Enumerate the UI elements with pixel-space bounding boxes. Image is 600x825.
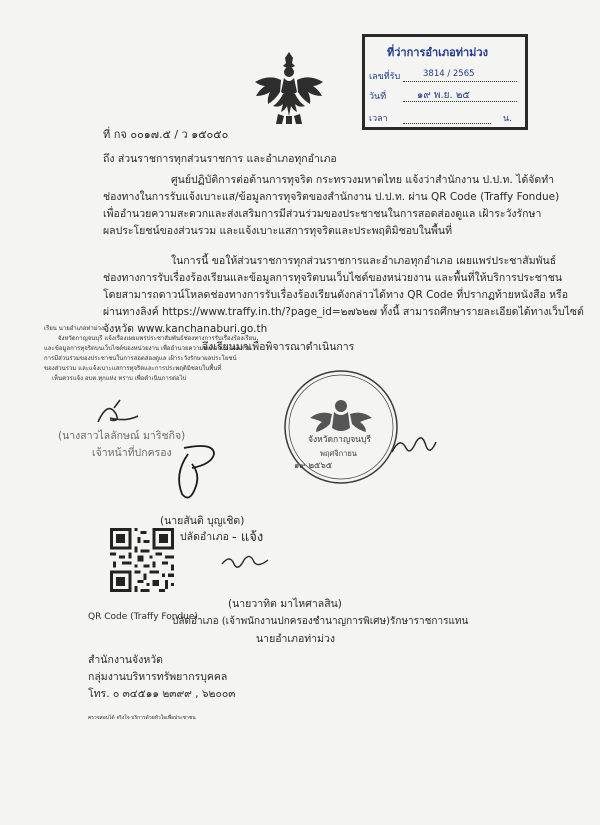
garuda-emblem-icon [250, 48, 328, 128]
footer-phone: โทร. ๐ ๓๔๕๑๑ ๒๓๙๙ , ๖๒๐๐๓ [88, 688, 236, 700]
receipt-time-dots [403, 123, 491, 124]
footer-office: สำนักงานจังหวัด [88, 654, 163, 666]
district-officer-signature-icon [170, 440, 220, 508]
memo-line6: เห็นควรแจ้ง อบต.ทุกแห่ง ทราบ เพื่อดำเนินการต่อไป [52, 375, 187, 382]
officer-signature-icon [92, 398, 142, 428]
officer-name: (นางสาวไลลักษณ์ มาริชกิจ) [58, 430, 186, 442]
first-signatory-name: (นายสันติ บุญเชิด) [160, 515, 245, 527]
footer-division: กลุ่มงานบริหารทรัพยากรบุคคล [88, 671, 228, 683]
receipt-number-label: เลขที่รับ [369, 72, 401, 82]
receipt-time-unit: น. [503, 114, 513, 124]
memo-line3: และข้อมูลการทุจริตบนเว็บไซต์ของหน่วยงาน เพื่ออำนวยความสะดวกและส่งเสริม [44, 345, 252, 352]
second-signatory-title2: นายอำเภอท่าม่วง [256, 633, 336, 645]
footer-motto: ตรวจสอบได้ จริงใจ บริการด้วยหัวใจเพื่อประชาชน [88, 715, 196, 721]
memo-line1: เรียน นายอำเภอท่าม่วง [44, 325, 104, 332]
seal-text-top: จังหวัดกาญจนบุรี [308, 435, 371, 445]
receipt-number-value: 3814 / 2565 [423, 69, 475, 79]
handwritten-note: - แจ้ง [232, 530, 264, 545]
receipt-date-label: วันที่ [369, 92, 387, 102]
receipt-stamp [362, 34, 528, 130]
para2-line4: ผ่านทางลิงค์ https://www.traffy.in.th/?page_id=๒๗๖๒๗ ทั้งนี้ สามารถศึกษารายละเอียดได้ทางเว็บไซต์ [103, 306, 584, 318]
governor-signature-icon [388, 430, 438, 460]
memo-line5: ของส่วนรวม และแจ้งเบาะแสการทุจริตและการประพฤติมิชอบในพื้นที่ [44, 365, 222, 372]
para1-line1: ศูนย์ปฏิบัติการต่อต้านการทุจริต กระทรวงมหาดไทย แจ้งว่าสำนักงาน ป.ป.ท. ได้จัดทำ [171, 174, 555, 186]
reference-number: ที่ กจ ๐๐๑๗.๕ / ว ๑๕๐๕๐ [103, 128, 229, 141]
officer-title: เจ้าหน้าที่ปกครอง [92, 447, 172, 459]
para2-line1: ในการนี้ ขอให้ส่วนราชการทุกส่วนราชการและอำเภอทุกอำเภอ เผยแพร่ประชาสัมพันธ์ [171, 255, 557, 267]
second-signatory-signature-icon [218, 550, 272, 572]
para1-line3: เพื่ออำนวยความสะดวกและส่งเสริมการมีส่วนร่วมของประชาชนในการสอดส่องดูแล เฝ้าระวังรักษา [103, 208, 542, 220]
memo-line2: จังหวัดกาญจนบุรี แจ้งเรื่องเผยแพร่ประชาสัมพันธ์ช่องทางการรับเรื่องร้องเรียน [58, 335, 257, 342]
seal-text-bottom: ๑๙ ๒๕๖๕ [294, 461, 333, 471]
para1-line4: ผลประโยชน์ของส่วนรวม และแจ้งเบาะแสการทุจริตและประพฤติมิชอบในพื้นที่ [103, 225, 453, 237]
closing-request: จึงเรียนมาเพื่อพิจารณาดำเนินการ [202, 341, 355, 353]
recipient-line: ถึง ส่วนราชการทุกส่วนราชการ และอำเภอทุกอำเภอ [103, 153, 337, 165]
receipt-number-dots [403, 81, 517, 82]
receipt-date-value: ๑๙ พ.ย. ๒๕ [417, 90, 470, 101]
para2-line3: โดยสามารถดาวน์โหลดช่องทางการรับเรื่องร้องเรียนดังกล่าวได้ทาง QR Code ที่ปรากฏท้ายหนังสือ หรือ [103, 289, 568, 301]
seal-text-middle: พฤศจิกายน [320, 449, 357, 458]
para2-line5: จังหวัด www.kanchanaburi.go.th [103, 323, 268, 335]
receipt-time-label: เวลา [369, 114, 388, 124]
memo-line4: การมีส่วนร่วมของประชาชนในการสอดส่องดูแล เฝ้าระวังรักษาผลประโยชน์ [44, 355, 237, 362]
second-signatory-title: ปลัดอำเภอ (เจ้าพนักงานปกครองชำนาญการพิเศษ)รักษาราชการแทน [172, 616, 469, 627]
second-signatory-name: (นายวาทิต มาไหศาลสิน) [228, 598, 342, 610]
receipt-office: ที่ว่าการอำเภอท่าม่วง [387, 46, 488, 59]
para1-line2: ช่องทางในการรับแจ้งเบาะแส/ข้อมูลการทุจริตของสำนักงาน ป.ป.ท. ผ่าน QR Code (Traffy Fondue) [103, 191, 560, 203]
qr-caption: QR Code (Traffy Fondue) [88, 612, 198, 622]
qr-code-icon [110, 528, 174, 592]
receipt-date-dots [403, 101, 517, 102]
first-signatory-title: ปลัดอำเภอ [180, 531, 229, 543]
para2-line2: ช่องทางการรับเรื่องร้องเรียนและข้อมูลการทุจริตบนเว็บไซต์ของหน่วยงาน และพื้นที่ให้บริการประชาชน [103, 272, 562, 284]
